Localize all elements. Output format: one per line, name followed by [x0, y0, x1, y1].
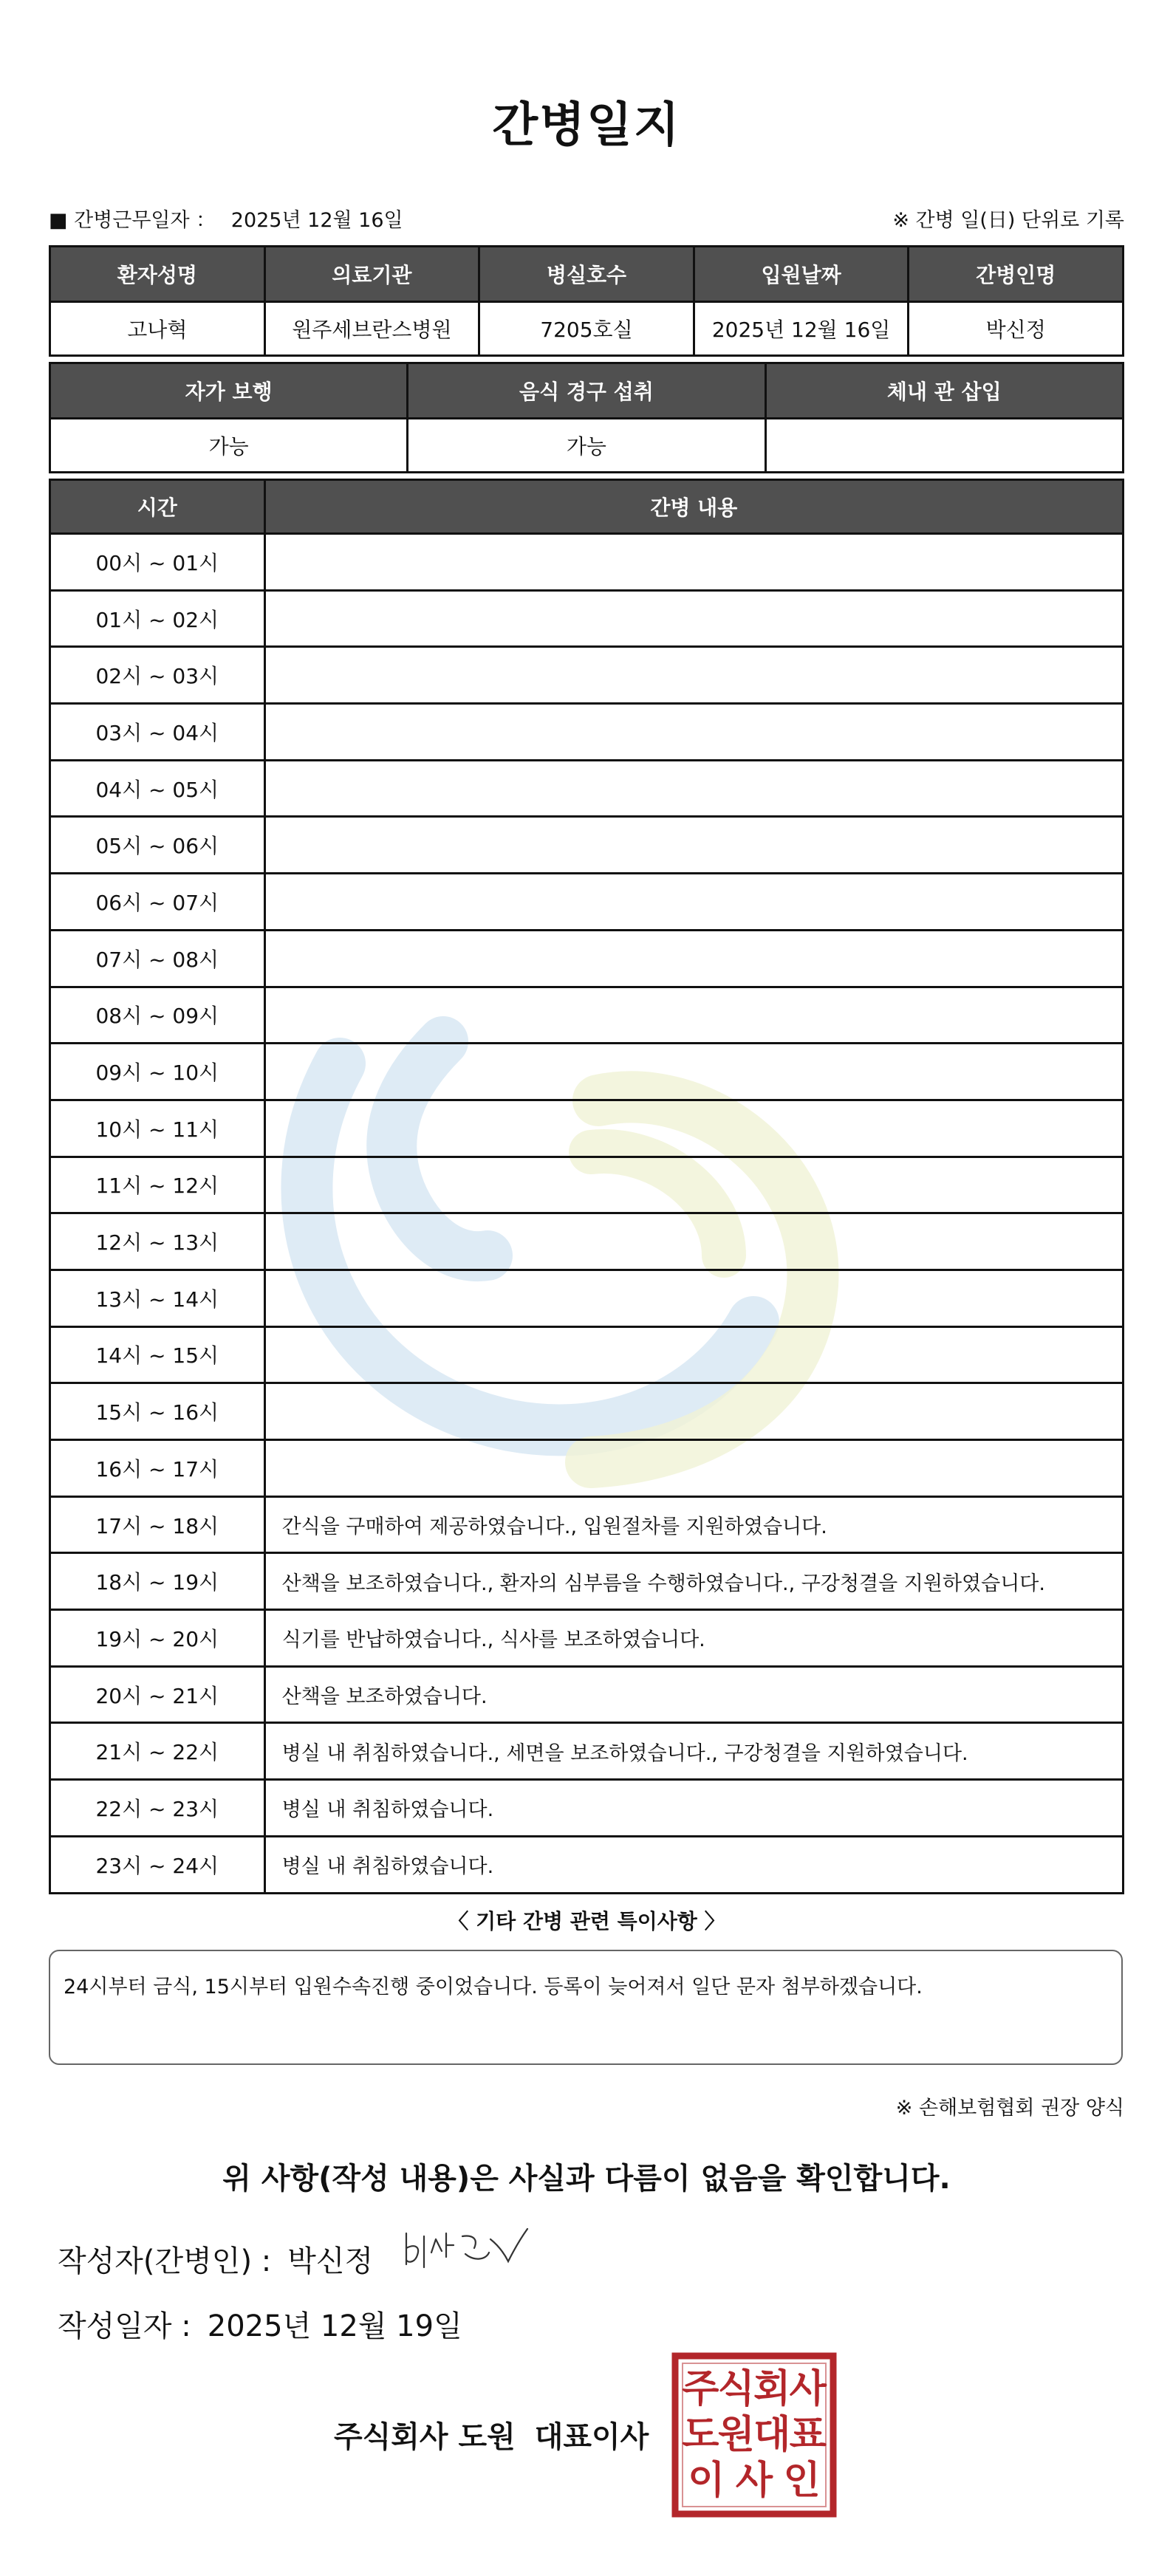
- status-value-row: [50, 419, 1124, 473]
- time-cell: 10시 ~ 11시: [50, 1100, 265, 1157]
- walking-value: 가능: [50, 419, 408, 473]
- room-number: 7205호실: [479, 302, 694, 356]
- care-content-cell: [264, 534, 1123, 591]
- time-cell: 12시 ~ 13시: [50, 1213, 265, 1270]
- care-content-cell: [264, 1157, 1123, 1213]
- seal-glyph: 도: [682, 2413, 719, 2457]
- care-content-cell: [264, 704, 1123, 761]
- notes-text: 24시부터 금식, 15시부터 입원수속진행 중이었습니다. 등록이 늦어져서 일단 문자 첨부하겠습니다.: [64, 1976, 923, 1998]
- table-row: [50, 930, 1124, 987]
- table-row: [50, 987, 1124, 1044]
- time-cell: 04시 ~ 05시: [50, 760, 265, 817]
- care-content-cell: [264, 590, 1123, 647]
- care-content-cell: [264, 1383, 1123, 1440]
- time-cell: 22시 ~ 23시: [50, 1780, 265, 1837]
- patient-status-table: [49, 362, 1124, 473]
- header-admission-date: 입원날짜: [694, 247, 909, 302]
- patient-name: 고나혁: [50, 302, 265, 356]
- table-row: [50, 817, 1124, 874]
- time-cell: 00시 ~ 01시: [50, 534, 265, 591]
- company-seal-stamp: [671, 2351, 838, 2518]
- table-row: [50, 1044, 1124, 1100]
- notes-title: 〈 기타 간병 관련 특이사항 〉: [448, 1909, 725, 1933]
- care-content-cell: [264, 1044, 1123, 1100]
- confirmation-statement: 위 사항(작성 내용)은 사실과 다름이 없음을 확인합니다.: [222, 2162, 951, 2196]
- header-caregiver: 간병인명: [909, 247, 1124, 302]
- company-line: [334, 2414, 649, 2456]
- care-content-cell: [264, 1270, 1123, 1326]
- care-log-table: [49, 479, 1124, 1894]
- table-row: [50, 1213, 1124, 1270]
- record-note: ※ 간병 일(日) 단위로 기록: [892, 209, 1124, 232]
- care-content-cell: 병실 내 취침하였습니다.: [264, 1836, 1123, 1893]
- care-content-cell: [264, 1326, 1123, 1383]
- header-hospital: 의료기관: [264, 247, 479, 302]
- work-date: [49, 204, 403, 233]
- patient-info-header-row: [50, 247, 1124, 302]
- header-oral-intake: 음식 경구 섭취: [408, 363, 765, 419]
- written-date-value: 2025년 12월 19일: [207, 2309, 462, 2343]
- care-content-cell: 병실 내 취침하였습니다.: [264, 1780, 1123, 1837]
- time-cell: 23시 ~ 24시: [50, 1836, 265, 1893]
- seal-glyph: 회: [753, 2367, 791, 2411]
- writer-name: 박신정: [287, 2244, 374, 2278]
- table-row: [50, 1666, 1124, 1723]
- table-row: [50, 1326, 1124, 1383]
- table-row: [50, 590, 1124, 647]
- care-content-cell: 간식을 구매하여 제공하였습니다., 입원절차를 지원하였습니다.: [264, 1496, 1123, 1553]
- work-date-label: ■ 간병근무일자 ：: [49, 209, 216, 232]
- writer-line: [58, 2238, 373, 2280]
- seal-glyph: 사: [789, 2367, 827, 2411]
- care-content-cell: 병실 내 취침하였습니다., 세면을 보조하였습니다., 구강청결을 지원하였습니다.: [264, 1723, 1123, 1780]
- patient-info-value-row: [50, 302, 1124, 356]
- table-row: [50, 1440, 1124, 1497]
- seal-glyph: 인: [783, 2459, 821, 2503]
- table-row: [50, 1553, 1124, 1610]
- time-cell: 21시 ~ 22시: [50, 1723, 265, 1780]
- table-row: [50, 1383, 1124, 1440]
- care-log-body: [50, 534, 1124, 1894]
- company-representative-title: 대표이사: [534, 2420, 649, 2454]
- table-row: [50, 647, 1124, 704]
- time-cell: 06시 ~ 07시: [50, 874, 265, 931]
- care-content-cell: 산책을 보조하였습니다., 환자의 심부름을 수행하였습니다., 구강청결을 지원하였습니다.: [264, 1553, 1123, 1610]
- time-cell: 11시 ~ 12시: [50, 1157, 265, 1213]
- written-date-line: [58, 2303, 462, 2345]
- table-row: [50, 1723, 1124, 1780]
- care-content-cell: [264, 760, 1123, 817]
- notes-box: [49, 1950, 1123, 2065]
- time-cell: 18시 ~ 19시: [50, 1553, 265, 1610]
- table-row: [50, 704, 1124, 761]
- seal-glyph: 주: [682, 2367, 719, 2411]
- seal-glyph: 이: [688, 2459, 725, 2503]
- table-row: [50, 1270, 1124, 1326]
- time-cell: 13시 ~ 14시: [50, 1270, 265, 1326]
- time-cell: 03시 ~ 04시: [50, 704, 265, 761]
- seal-glyph: 원: [717, 2413, 755, 2457]
- header-tube: 체내 관 삽입: [765, 363, 1123, 419]
- care-log-header-row: [50, 480, 1124, 534]
- time-cell: 02시 ~ 03시: [50, 647, 265, 704]
- time-cell: 16시 ~ 17시: [50, 1440, 265, 1497]
- time-cell: 15시 ~ 16시: [50, 1383, 265, 1440]
- time-cell: 14시 ~ 15시: [50, 1326, 265, 1383]
- tube-value: [765, 419, 1123, 473]
- care-content-cell: 식기를 반납하였습니다., 식사를 보조하였습니다.: [264, 1610, 1123, 1667]
- patient-info-table: [49, 245, 1124, 357]
- seal-glyph: 대: [753, 2413, 791, 2457]
- written-date-label: 작성일자 :: [58, 2309, 191, 2343]
- status-header-row: [50, 363, 1124, 419]
- time-cell: 17시 ~ 18시: [50, 1496, 265, 1553]
- care-content-cell: [264, 987, 1123, 1044]
- care-content-cell: [264, 817, 1123, 874]
- oral-intake-value: 가능: [408, 419, 765, 473]
- caregiver-name: 박신정: [909, 302, 1124, 356]
- table-row: [50, 1836, 1124, 1893]
- care-content-cell: [264, 1100, 1123, 1157]
- table-row: [50, 534, 1124, 591]
- time-cell: 05시 ~ 06시: [50, 817, 265, 874]
- seal-glyph: 사: [735, 2459, 773, 2503]
- work-date-value: 2025년 12월 16일: [230, 209, 403, 232]
- care-content-cell: 산책을 보조하였습니다.: [264, 1666, 1123, 1723]
- time-cell: 19시 ~ 20시: [50, 1610, 265, 1667]
- handwritten-signature: [397, 2223, 530, 2275]
- time-cell: 07시 ~ 08시: [50, 930, 265, 987]
- company-name: 주식회사 도원: [334, 2420, 516, 2454]
- care-content-cell: [264, 1440, 1123, 1497]
- document-title: 간병일지: [492, 98, 681, 153]
- seal-glyph: 식: [717, 2367, 755, 2411]
- header-room: 병실호수: [479, 247, 694, 302]
- table-row: [50, 874, 1124, 931]
- time-cell: 08시 ~ 09시: [50, 987, 265, 1044]
- writer-label: 작성자(간병인) :: [58, 2244, 272, 2278]
- table-row: [50, 1610, 1124, 1667]
- table-row: [50, 1496, 1124, 1553]
- header-walking: 자가 보행: [50, 363, 408, 419]
- header-patient-name: 환자성명: [50, 247, 265, 302]
- table-row: [50, 760, 1124, 817]
- care-content-cell: [264, 647, 1123, 704]
- table-row: [50, 1157, 1124, 1213]
- time-cell: 20시 ~ 21시: [50, 1666, 265, 1723]
- care-content-cell: [264, 874, 1123, 931]
- hospital-name: 원주세브란스병원: [264, 302, 479, 356]
- table-row: [50, 1780, 1124, 1837]
- header-time: 시간: [50, 480, 265, 534]
- time-cell: 01시 ~ 02시: [50, 590, 265, 647]
- form-source-note: ※ 손해보험협회 권장 양식: [895, 2097, 1124, 2120]
- care-content-cell: [264, 1213, 1123, 1270]
- admission-date: 2025년 12월 16일: [694, 302, 909, 356]
- seal-glyph: 표: [789, 2413, 827, 2457]
- header-care-content: 간병 내용: [264, 480, 1123, 534]
- time-cell: 09시 ~ 10시: [50, 1044, 265, 1100]
- care-content-cell: [264, 930, 1123, 987]
- table-row: [50, 1100, 1124, 1157]
